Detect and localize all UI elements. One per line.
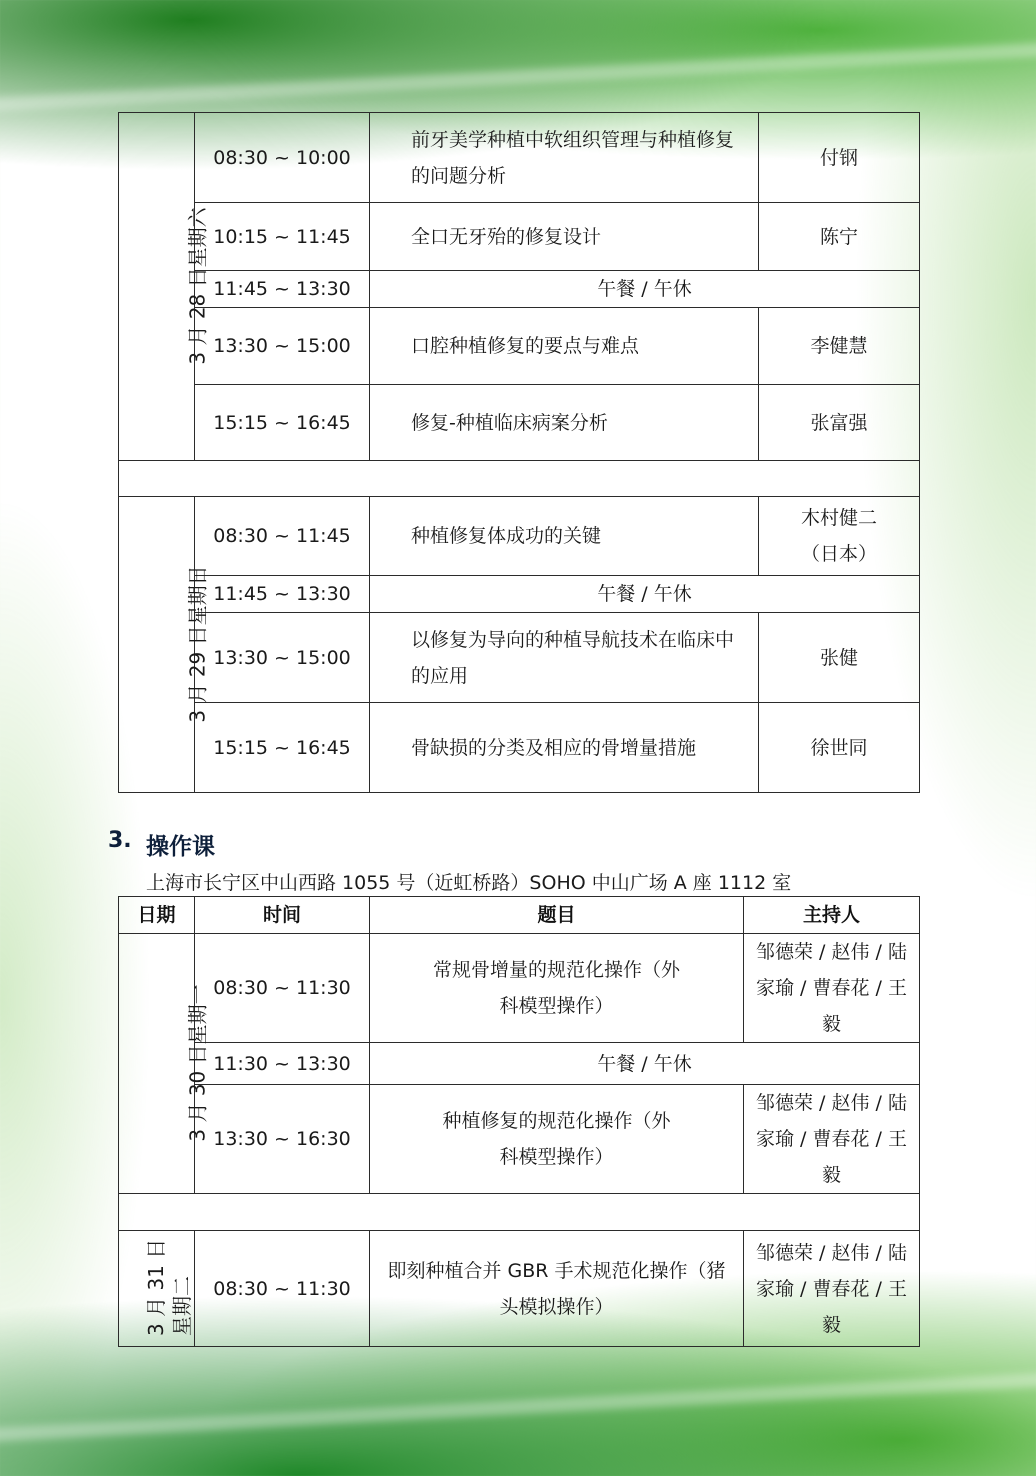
time-cell: 08:30 ~ 11:30 — [195, 934, 370, 1043]
time-cell: 11:45 ~ 13:30 — [195, 576, 370, 613]
day-cell — [119, 1231, 195, 1347]
header-topic: 题目 — [370, 897, 744, 934]
spacer-row — [119, 1194, 920, 1231]
host-cell: 邹德荣 / 赵伟 / 陆家瑜 / 曹春花 / 王毅 — [744, 934, 920, 1043]
topic-cell: 以修复为导向的种植导航技术在临床中的应用 — [370, 613, 759, 703]
header-date: 日期 — [119, 897, 195, 934]
topic-cell: 常规骨增量的规范化操作（外科模型操作） — [370, 934, 744, 1043]
header-host: 主持人 — [744, 897, 920, 934]
day-cell — [119, 497, 210, 793]
topic-cell: 骨缺损的分类及相应的骨增量措施 — [370, 703, 759, 793]
time-cell: 15:15 ~ 16:45 — [195, 703, 370, 793]
host-cell: 邹德荣 / 赵伟 / 陆家瑜 / 曹春花 / 王毅 — [744, 1085, 920, 1194]
time-cell: 13:30 ~ 15:00 — [195, 613, 370, 703]
host-cell: 张富强 — [759, 385, 920, 461]
host-cell: 木村健二（日本） — [759, 497, 920, 576]
host-cell: 陈宁 — [759, 203, 920, 271]
topic-cell: 全口无牙殆的修复设计 — [370, 203, 759, 271]
day-cell — [119, 113, 210, 461]
topic-cell: 种植修复体成功的关键 — [370, 497, 759, 576]
time-cell: 08:30 ~ 11:45 — [195, 497, 370, 576]
section-number: 3. — [108, 828, 132, 853]
background-streak — [0, 41, 1036, 114]
time-cell: 15:15 ~ 16:45 — [195, 385, 370, 461]
day-label: 3 月 29 日星期日 — [185, 565, 210, 723]
host-cell: 徐世同 — [759, 703, 920, 793]
host-cell: 邹德荣 / 赵伟 / 陆家瑜 / 曹春花 / 王毅 — [744, 1231, 920, 1347]
time-cell: 11:30 ~ 13:30 — [195, 1043, 370, 1085]
topic-cell: 修复-种植临床病案分析 — [370, 385, 759, 461]
day-label: 3 月 30 日星期一 — [185, 984, 210, 1142]
time-cell: 13:30 ~ 15:00 — [195, 308, 370, 385]
topic-cell: 种植修复的规范化操作（外科模型操作） — [370, 1085, 744, 1194]
time-cell: 13:30 ~ 16:30 — [195, 1085, 370, 1194]
day-label: 3 月 28 日星期六 — [185, 207, 210, 365]
host-cell: 付钢 — [759, 113, 920, 203]
topic-cell: 口腔种植修复的要点与难点 — [370, 308, 759, 385]
spacer-row — [119, 461, 920, 497]
host-cell: 张健 — [759, 613, 920, 703]
topic-cell: 前牙美学种植中软组织管理与种植修复的问题分析 — [370, 113, 759, 203]
time-cell: 10:15 ~ 11:45 — [195, 203, 370, 271]
time-cell: 11:45 ~ 13:30 — [195, 271, 370, 308]
section-title: 操作课 — [146, 834, 215, 860]
day-cell — [119, 934, 210, 1194]
lunch-cell: 午餐 / 午休 — [370, 1043, 920, 1085]
lunch-cell: 午餐 / 午休 — [370, 576, 920, 613]
time-cell: 08:30 ~ 11:30 — [195, 1231, 370, 1347]
background-streak — [0, 1371, 1036, 1444]
host-cell: 李健慧 — [759, 308, 920, 385]
topic-cell: 即刻种植合并 GBR 手术规范化操作（猪头模拟操作） — [370, 1231, 744, 1347]
schedule-table-lectures — [118, 112, 920, 793]
header-time: 时间 — [195, 897, 370, 934]
time-cell: 08:30 ~ 10:00 — [195, 113, 370, 203]
lunch-cell: 午餐 / 午休 — [370, 271, 920, 308]
day-label: 3 月 31 日星期二 — [144, 1238, 194, 1336]
schedule-table-practical — [118, 896, 920, 1347]
section-address: 上海市长宁区中山西路 1055 号（近虹桥路）SOHO 中山广场 A 座 1112 室 — [146, 872, 792, 894]
